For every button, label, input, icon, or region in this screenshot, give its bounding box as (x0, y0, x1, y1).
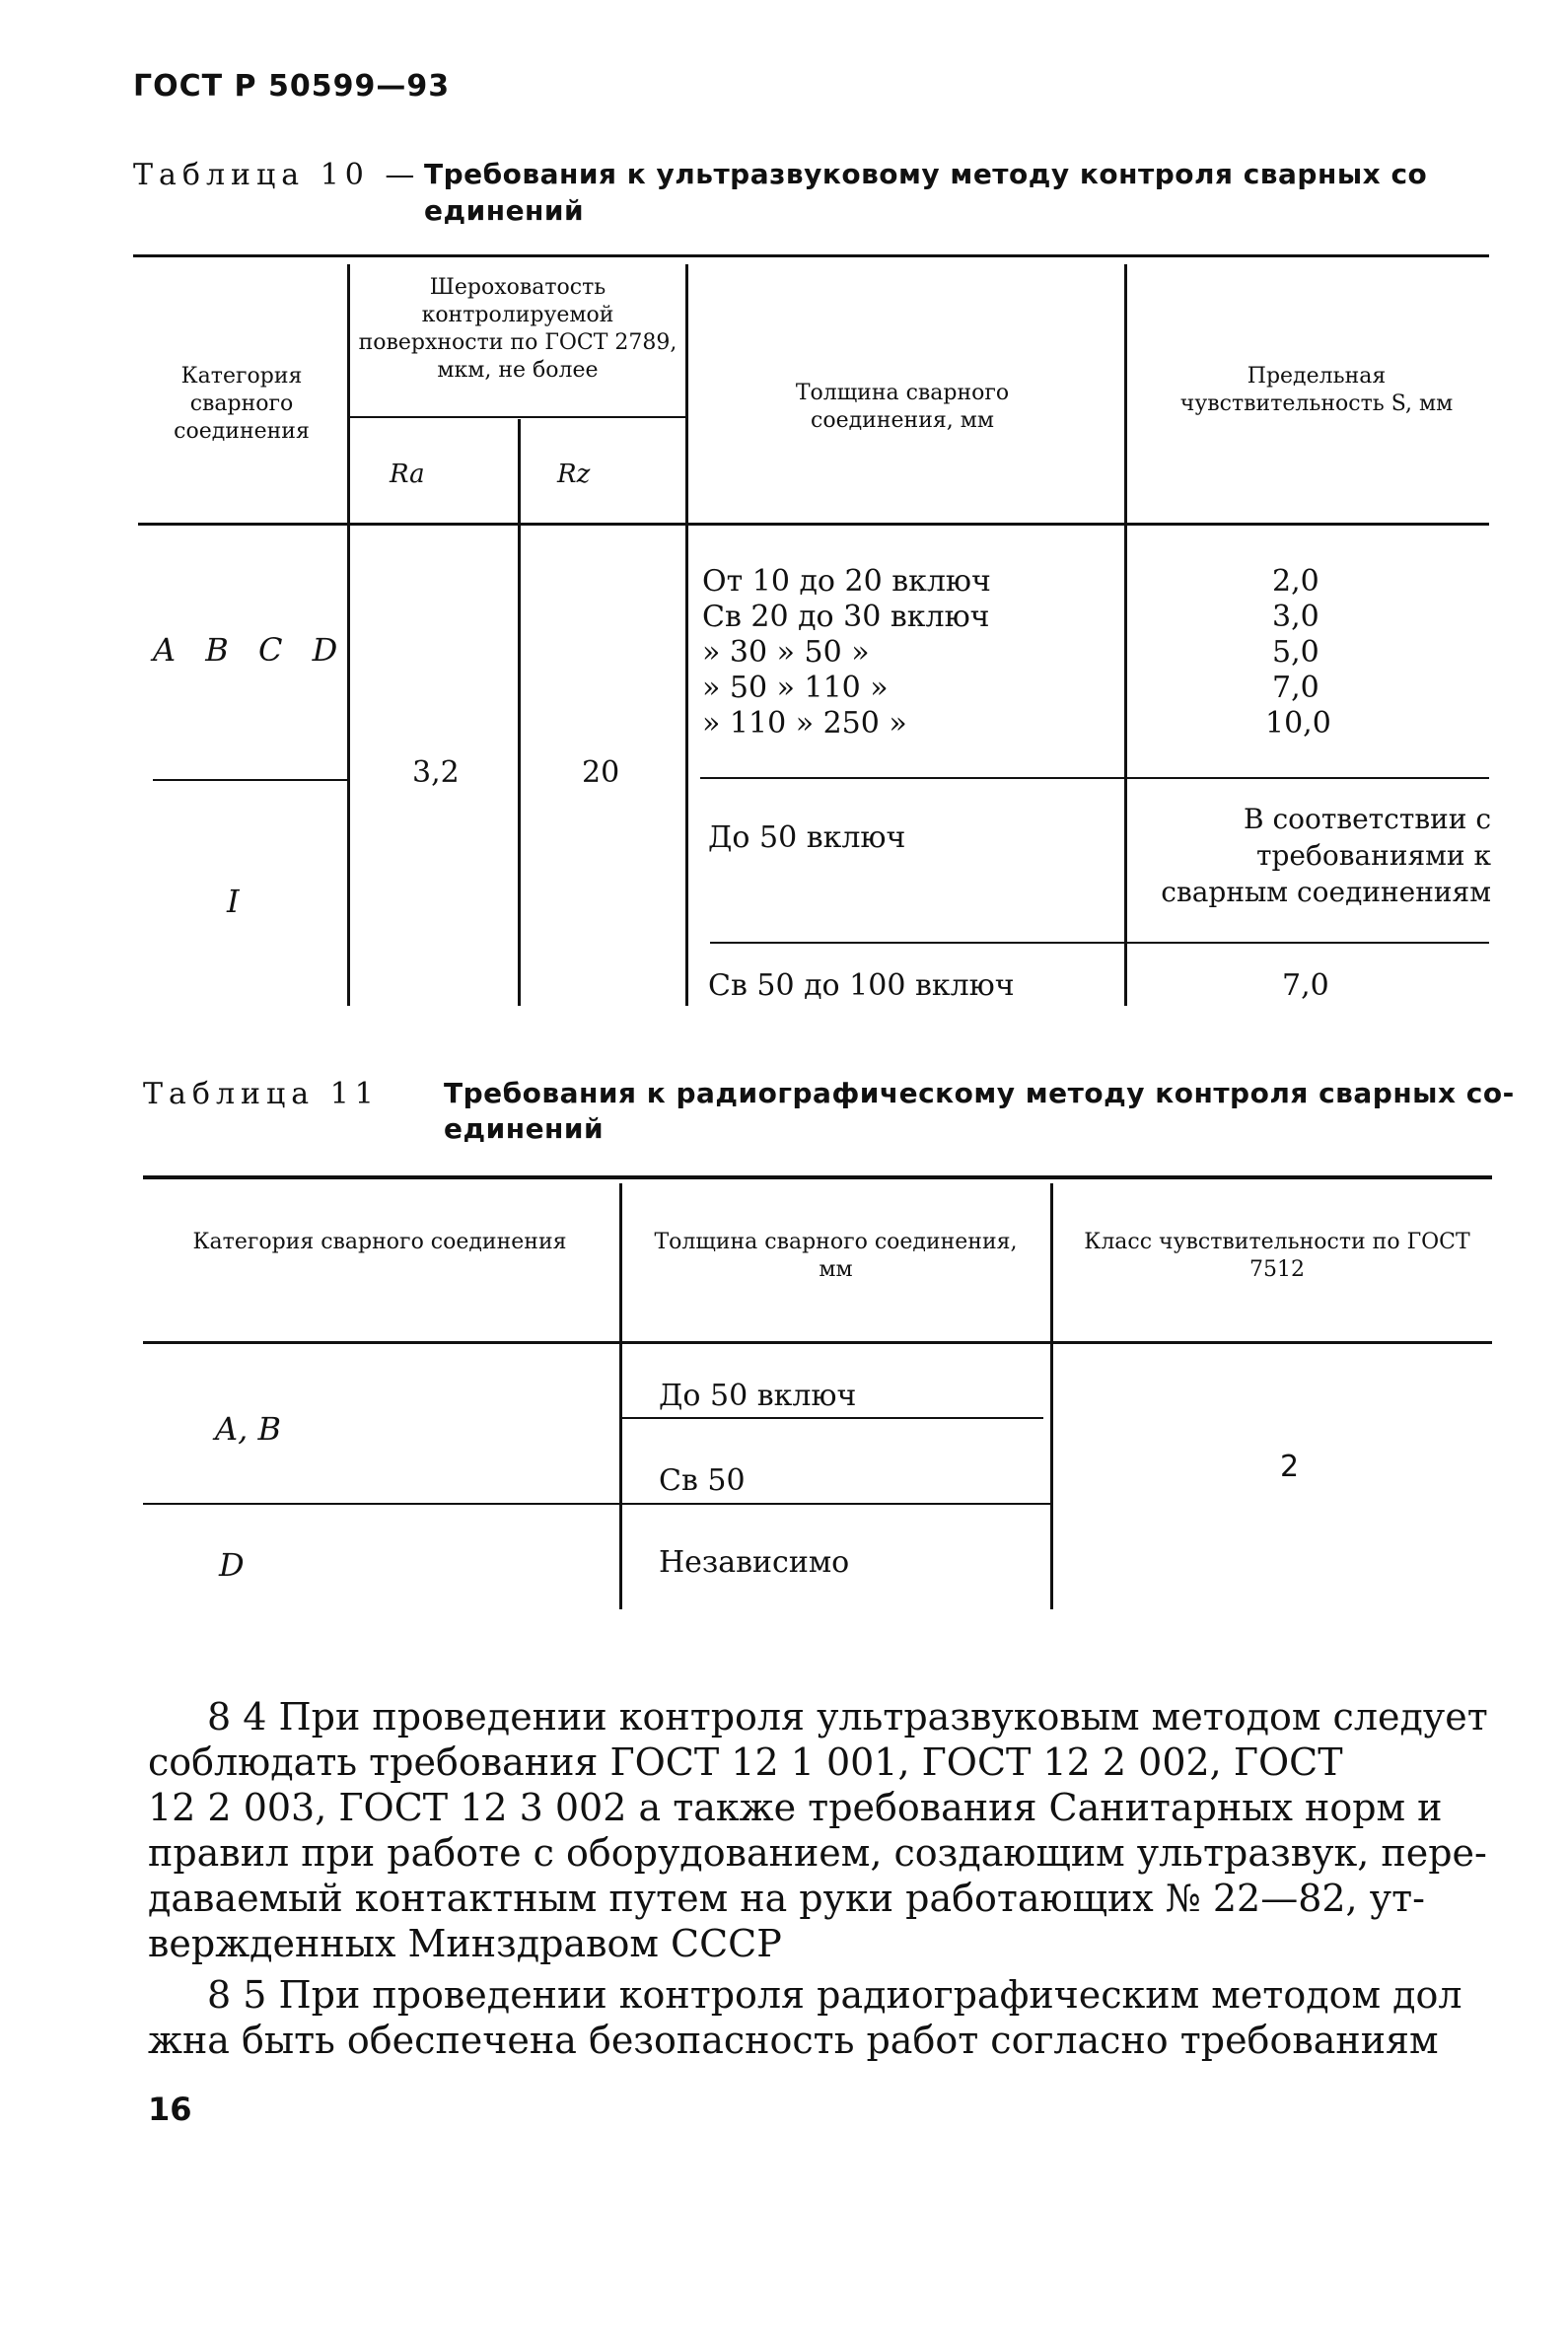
table10-header-category: Категория сварного соединения (174, 364, 310, 444)
table10-caption-line1: Требования к ультразвуковому методу контроля сварных со (424, 158, 1428, 190)
table11-header-thickness: Толщина сварного соединения, мм (654, 1230, 1018, 1282)
paragraph-8-4-line-3: 12 2 003, ГОСТ 12 3 002 а также требования Санитарных норм и (148, 1786, 1443, 1829)
table10-sensitivity-2: 3,0 (1272, 600, 1319, 634)
table10-header-thickness: Толщина сварного соединения, мм (795, 381, 1010, 433)
table11-caption-line2: единений (444, 1112, 605, 1145)
table10-vline-ra-rz (518, 419, 521, 1006)
paragraph-8-4-line-2: соблюдать требования ГОСТ 12 1 001, ГОСТ 12 2 002, ГОСТ (148, 1740, 1343, 1784)
table10-vline-2 (685, 264, 688, 1006)
table10-thickness-5: » 110 » 250 » (702, 706, 907, 741)
table10-category-i: I (227, 883, 240, 920)
table11-header-class: Класс чувствительности по ГОСТ 7512 (1084, 1230, 1470, 1282)
table10-vline-1 (347, 264, 350, 1006)
table10-sensitivity-i-1: В соответствии с требованиями к сварным соединениям (1161, 803, 1491, 908)
table10-sensitivity-3: 5,0 (1272, 635, 1319, 670)
table10-roughness-subrule (347, 416, 687, 418)
table10-category-abcd: A B C D (153, 631, 348, 669)
table11-header-category: Категория сварного соединения (192, 1230, 567, 1254)
paragraph-8-4-line-4: правил при работе с оборудованием, создающим ультразвук, пере- (148, 1831, 1487, 1875)
table10-ra-value: 3,2 (412, 755, 460, 790)
table10-thickness-divider (700, 777, 1489, 779)
table10-header-sensitivity: Предельная чувствительность S, мм (1179, 364, 1454, 416)
paragraph-8-4-line-5: даваемый контактным путем на руки работающих № 22—82, ут- (148, 1877, 1425, 1920)
table11-header-rule (143, 1341, 1492, 1344)
table10-sensitivity-i-2: 7,0 (1282, 968, 1329, 1003)
table11-class-value: 2 (1280, 1450, 1300, 1484)
table10-thickness-i-2: Св 50 до 100 включ (708, 968, 1015, 1003)
paragraph-8-4-line-1: 8 4 При проведении контроля ультразвуковым методом следует (207, 1695, 1488, 1739)
table10-header-ra: Ra (390, 460, 425, 489)
table10-category-divider (153, 779, 347, 781)
table11-thickness-divider-2 (621, 1503, 1050, 1505)
table10-top-rule (133, 254, 1489, 257)
table11-caption-line1: Требования к радиографическому методу контроля сварных со- (444, 1077, 1515, 1109)
table10-header-rz: Rz (557, 460, 591, 489)
table10-caption-line2: единений (424, 194, 585, 227)
table10-sensitivity-5: 10,0 (1265, 706, 1331, 741)
table11-caption-label: Таблица 11 (143, 1077, 380, 1111)
table10-row-i-divider (710, 942, 1489, 944)
table11-category-divider (143, 1503, 619, 1505)
table10-caption-label: Таблица 10 — (133, 158, 421, 192)
table11-category-d: D (219, 1546, 245, 1584)
table10-thickness-i-1: До 50 включ (708, 820, 906, 855)
table10-rz-value: 20 (582, 755, 620, 790)
table10-sensitivity-1: 2,0 (1272, 564, 1319, 599)
table10-thickness-3: » 30 » 50 » (702, 635, 870, 670)
table10-thickness-4: » 50 » 110 » (702, 671, 889, 705)
table10-header-roughness: Шероховатость контролируемой поверхности по ГОСТ 2789, мкм, не более (358, 275, 677, 383)
paragraph-8-4-line-6: вержденных Минздравом СССР (148, 1922, 782, 1965)
table11-thickness-2: Св 50 (659, 1463, 746, 1498)
table11-vline-1 (619, 1183, 622, 1609)
page-number: 16 (148, 2091, 192, 2128)
table11-top-rule (143, 1175, 1492, 1179)
table10-thickness-1: От 10 до 20 включ (702, 564, 991, 599)
table10-sensitivity-4: 7,0 (1272, 671, 1319, 705)
paragraph-8-5-line-2: жна быть обеспечена безопасность работ согласно требованиям (148, 2019, 1439, 2062)
table10-header-rule (138, 523, 1489, 526)
table11-category-ab: A, B (215, 1410, 281, 1448)
table11-thickness-1: До 50 включ (659, 1379, 857, 1413)
table10-thickness-2: Св 20 до 30 включ (702, 600, 990, 634)
table11-vline-2 (1050, 1183, 1053, 1609)
table11-thickness-divider (621, 1417, 1043, 1419)
document-header: ГОСТ Р 50599—93 (133, 69, 451, 104)
table11-thickness-3: Независимо (659, 1545, 850, 1580)
table10-vline-3 (1124, 264, 1127, 1006)
paragraph-8-5-line-1: 8 5 При проведении контроля радиографическим методом дол (207, 1973, 1462, 2017)
